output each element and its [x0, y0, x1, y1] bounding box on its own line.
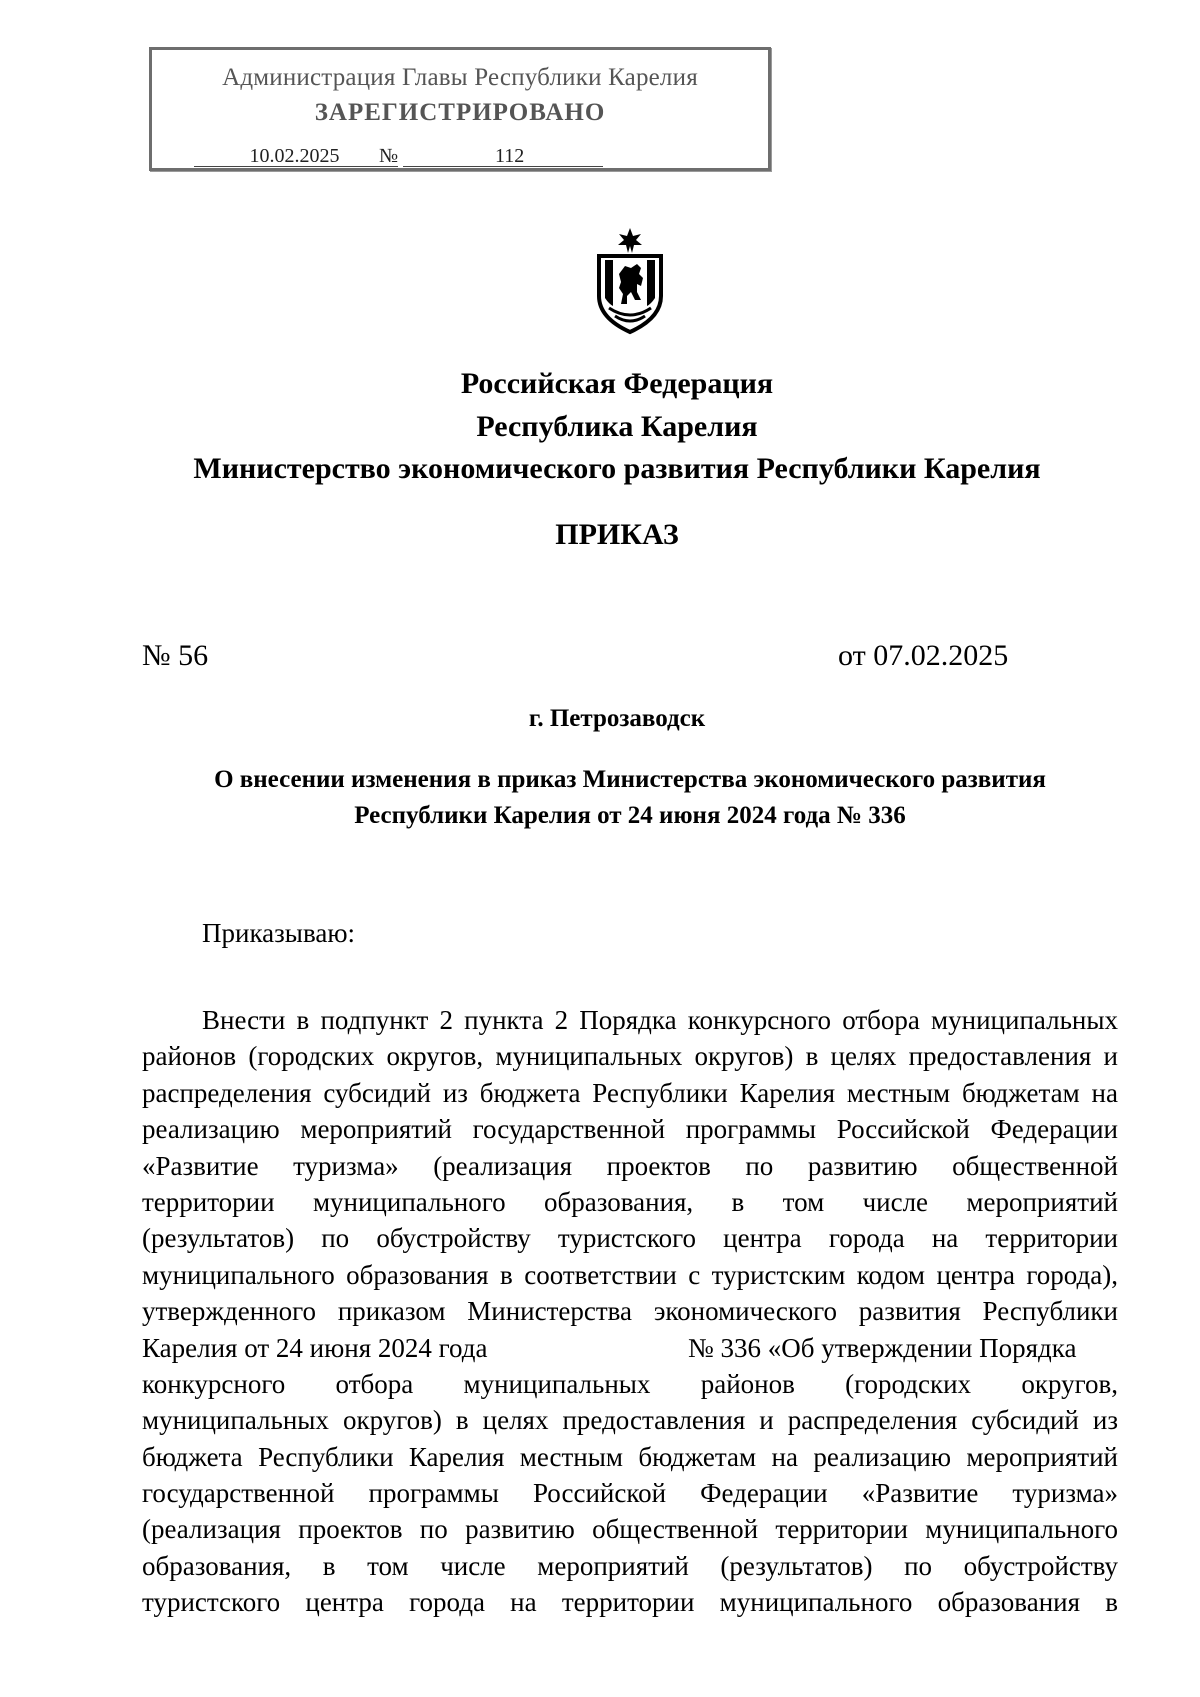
- body-line: «Развитие туризма» (реализация проектов по развитию общественной: [142, 1150, 1118, 1181]
- body-line: образования, в том числе мероприятий (результатов) по обустройству: [142, 1550, 1118, 1581]
- order-number: № 56: [142, 639, 209, 672]
- body-line: районов (городских округов, муниципальных округов) в целях предоставления и: [142, 1041, 1118, 1072]
- order-date: от 07.02.2025: [838, 639, 1009, 672]
- order-subject-line: О внесении изменения в приказ Министерства экономического развития: [214, 766, 1046, 793]
- order-subject-line: Республики Карелия от 24 июня 2024 года № 336: [354, 802, 906, 829]
- order-city: г. Петрозаводск: [528, 705, 706, 732]
- body-line-right: № 336 «Об утверждении Порядка: [688, 1332, 1077, 1363]
- body-line-left: Карелия от 24 июня 2024 года: [142, 1332, 488, 1363]
- stamp-status: ЗАРЕГИСТРИРОВАНО: [314, 99, 606, 126]
- body-line: конкурсного отбора муниципальных районов (городских округов,: [142, 1368, 1118, 1399]
- body-line: государственной программы Российской Федерации «Развитие туризма»: [142, 1478, 1118, 1509]
- stamp-number-sign: №: [379, 145, 399, 167]
- body-line: муниципального образования в соответствии с туристским кодом центра города),: [142, 1259, 1118, 1290]
- stamp-authority: Администрация Главы Республики Карелия: [222, 64, 698, 91]
- body-line: туристского центра города на территории муниципального образования в: [142, 1587, 1118, 1618]
- body-line: (результатов) по обустройству туристского центра города на территории: [142, 1223, 1118, 1254]
- registration-stamp: [149, 47, 771, 171]
- stamp-date: 10.02.2025: [194, 146, 379, 167]
- coat-of-arms-icon: [585, 226, 675, 336]
- body-line: Внести в подпункт 2 пункта 2 Порядка конкурсного отбора муниципальных: [202, 1005, 1118, 1035]
- body-line-split: [142, 1330, 1118, 1366]
- body-line: (реализация проектов по развитию общественной территории муниципального: [142, 1514, 1118, 1545]
- body-line: распределения субсидий из бюджета Республики Карелия местным бюджетам на: [142, 1077, 1118, 1108]
- body-line: утвержденного приказом Министерства экономического развития Республики: [142, 1296, 1118, 1327]
- body-line: бюджета Республики Карелия местным бюджетам на реализацию мероприятий: [142, 1441, 1118, 1472]
- header-republic: Республика Карелия: [476, 410, 758, 443]
- order-subject: [150, 762, 1110, 834]
- stamp-number: 112: [403, 146, 603, 167]
- body-line: территории муниципального образования, в том числе мероприятий: [142, 1186, 1118, 1217]
- header-ministry: Министерство экономического развития Республики Карелия: [193, 452, 1041, 485]
- body-line: реализацию мероприятий государственной программы Российской Федерации: [142, 1114, 1118, 1145]
- body-line: муниципальных округов) в целях предоставления и распределения субсидий из: [142, 1405, 1118, 1436]
- order-word: Приказываю:: [202, 918, 355, 948]
- body-paragraph: [142, 1002, 1118, 1621]
- document-type: ПРИКАЗ: [555, 518, 679, 551]
- header-country: Российская Федерация: [460, 367, 774, 400]
